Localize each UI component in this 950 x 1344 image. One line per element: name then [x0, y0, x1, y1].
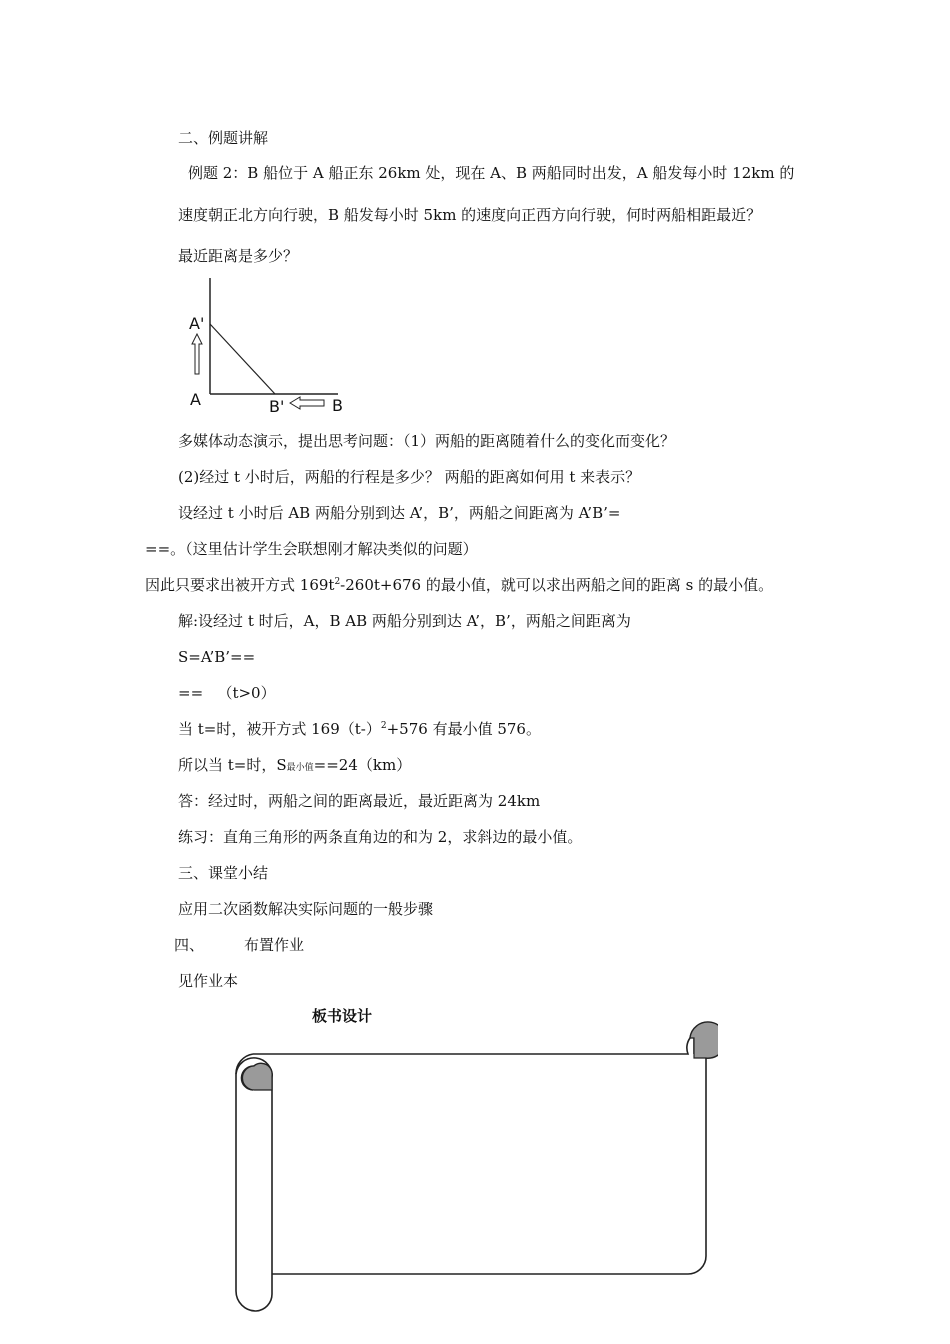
- solution-line-4-sup: 2: [380, 721, 387, 731]
- solution-line-1: 解:设经过 t 时后，A，B AB 两船分别到达 A’，B’，两船之间距离为: [178, 612, 631, 630]
- summary-text: 应用二次函数解决实际问题的一般步骤: [178, 900, 434, 918]
- discussion-line-1: 多媒体动态演示，提出思考问题：（1）两船的距离随着什么的变化而变化？: [178, 432, 676, 450]
- discussion-line-5-sup: 2: [334, 577, 341, 587]
- solution-line-5-a: 所以当 t=时，S: [178, 756, 287, 774]
- discussion-line-5: [145, 575, 773, 595]
- example-line-2: 速度朝正北方向行驶，B 船发每小时 5km 的速度向正西方向行驶，何时两船相距最近？: [178, 206, 762, 224]
- discussion-line-4: ==。（这里估计学生会联想刚才解决类似的问题）: [145, 540, 478, 558]
- solution-line-3: == （t>0）: [178, 684, 276, 702]
- section4-num: 四、: [174, 936, 205, 954]
- scroll-frame: [228, 1016, 718, 1316]
- west-arrow-icon: [290, 397, 324, 409]
- discussion-line-5-a: 因此只要求出被开方式 169t: [145, 576, 335, 594]
- solution-line-2: S=A’B’==: [178, 648, 256, 666]
- label-a-prime: A': [189, 314, 205, 333]
- section2-title: 二、例题讲解: [178, 129, 269, 147]
- label-b: B: [332, 396, 343, 415]
- discussion-line-5-b: -260t+676 的最小值，就可以求出两船之间的距离 s 的最小值。: [340, 576, 774, 594]
- solution-line-5-sub: 最小值: [286, 763, 314, 773]
- scroll-frame-icon: [228, 1016, 718, 1316]
- discussion-line-2: (2)经过 t 小时后，两船的行程是多少？ 两船的距离如何用 t 来表示？: [178, 468, 641, 486]
- section3-title: 三、课堂小结: [178, 864, 269, 882]
- solution-line-5: [178, 755, 411, 778]
- solution-exercise: 练习：直角三角形的两条直角边的和为 2，求斜边的最小值。: [178, 828, 583, 846]
- label-a: A: [190, 390, 201, 409]
- label-b-prime: B': [269, 397, 285, 416]
- section4-title: 布置作业: [244, 936, 305, 954]
- homework-text: 见作业本: [178, 972, 239, 990]
- example-line-3: 最近距离是多少？: [178, 247, 299, 265]
- solution-line-4: [178, 719, 541, 739]
- solution-line-5-b: ==24（km）: [313, 756, 412, 774]
- example-line-1: 例题 2：B 船位于 A 船正东 26km 处，现在 A、B 两船同时出发，A 船发每小时 12km 的: [188, 164, 795, 182]
- board-design-title: 板书设计: [312, 1007, 373, 1025]
- solution-answer: 答：经过时，两船之间的距离最近，最近距离为 24km: [178, 792, 541, 810]
- north-arrow-icon: [192, 334, 202, 374]
- discussion-line-3: 设经过 t 小时后 AB 两船分别到达 A’，B’，两船之间距离为 A’B’=: [178, 504, 621, 522]
- ship-diagram: [180, 278, 360, 418]
- solution-line-4-b: +576 有最小值 576。: [386, 720, 541, 738]
- solution-line-4-a: 当 t=时，被开方式 169（t-）: [178, 720, 381, 738]
